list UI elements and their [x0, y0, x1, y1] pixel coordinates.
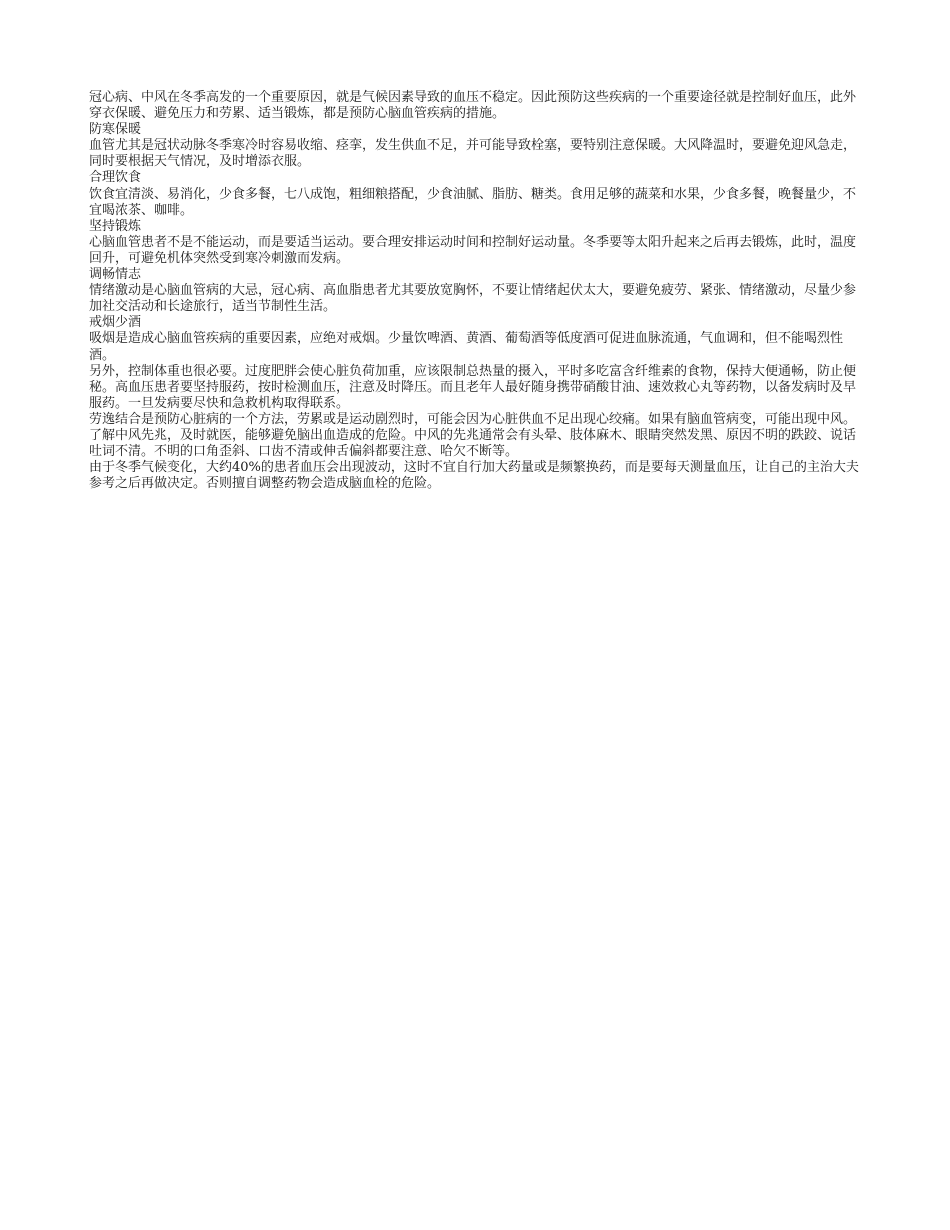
- section-heading-exercise: 坚持锻炼: [89, 218, 142, 234]
- closing-paragraph-medication: 由于冬季气候变化，大约40%的患者血压会出现波动，这时不宜自行加大药量或是频繁换药，而是要每天测量血压，让自己的主治大夫参考之后再做决定。否则擅自调整药物会造成脑血栓的危险。: [89, 460, 859, 492]
- section-body-emotion: 情绪激动是心脑血管病的大忌，冠心病、高血脂患者尤其要放宽胸怀，不要让情绪起伏太大，要避免疲劳、紧张、情绪激动，尽量少参加社交活动和长途旅行，适当节制性生活。: [89, 283, 857, 315]
- section-heading-warmth: 防寒保暖: [89, 122, 142, 138]
- document-body: [89, 90, 864, 492]
- intro-paragraph: 冠心病、中风在冬季高发的一个重要原因，就是气候因素导致的血压不稳定。因此预防这些疾病的一个重要途径就是控制好血压，此外穿衣保暖、避免压力和劳累、适当锻炼，都是预防心脑血管疾病的措施。: [89, 90, 857, 122]
- section-body-warmth: 血管尤其是冠状动脉冬季寒冷时容易收缩、痉挛，发生供血不足，并可能导致栓塞，要特别注意保暖。大风降温时，要避免迎风急走，同时要根据天气情况，及时增添衣服。: [89, 138, 857, 170]
- closing-paragraph-rest: 劳逸结合是预防心脏病的一个方法，劳累或是运动剧烈时，可能会因为心脏供血不足出现心绞痛。如果有脑血管病变，可能出现中风。了解中风先兆，及时就医，能够避免脑出血造成的危险。中风的先兆通常会有头晕、肢体麻木、眼睛突然发黑、原因不明的跌跤、说话吐词不清。不明的口角歪斜、口齿不清或伸舌偏斜都要注意、哈欠不断等。: [89, 411, 857, 460]
- section-heading-diet: 合理饮食: [89, 170, 142, 186]
- section-heading-emotion: 调畅情志: [89, 267, 142, 283]
- section-body-exercise: 心脑血管患者不是不能运动，而是要适当运动。要合理安排运动时间和控制好运动量。冬季要等太阳升起来之后再去锻炼，此时，温度回升，可避免机体突然受到寒冷刺激而发病。: [89, 234, 857, 266]
- section-body-diet: 饮食宜清淡、易消化，少食多餐，七八成饱，粗细粮搭配，少食油腻、脂肪、糖类。食用足够的蔬菜和水果，少食多餐，晚餐量少，不宜喝浓茶、咖啡。: [89, 186, 857, 218]
- section-heading-smoking-drinking: 戒烟少酒: [89, 315, 142, 331]
- closing-paragraph-weight: 另外，控制体重也很必要。过度肥胖会使心脏负荷加重，应该限制总热量的摄入，平时多吃富含纤维素的食物，保持大便通畅，防止便秘。高血压患者要坚持服药，按时检测血压，注意及时降压。而且老年人最好随身携带硝酸甘油、速效救心丸等药物，以备发病时及早服药。一旦发病要尽快和急救机构取得联系。: [89, 363, 857, 411]
- section-body-smoking-drinking: 吸烟是造成心脑血管疾病的重要因素，应绝对戒烟。少量饮啤酒、黄酒、葡萄酒等低度酒可促进血脉流通，气血调和，但不能喝烈性酒。: [89, 331, 844, 363]
